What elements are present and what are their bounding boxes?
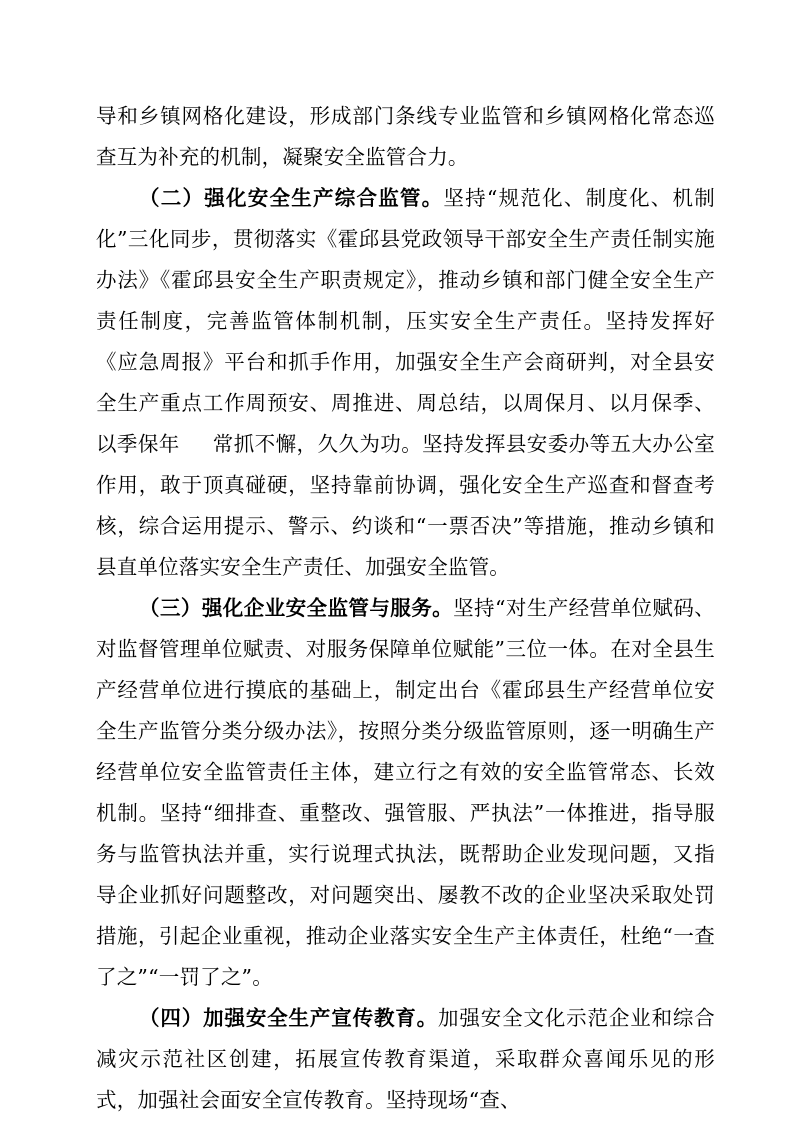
paragraph-text-run: 坚持“对生产经营单位赋码、对监督管理单位赋责、对服务保障单位赋能”三位一体。在对全县生产经营单位进行摸底的基础上，制定出台《霍邱县生产经营单位安全生产监管分类分级办法》，按照分类分级监管原则，逐一明确生产经营单位安全监管责任主体，建立行之有效的安全监管常态、长效机制。坚持“细排查、重整改、强管服、严执法”一体推进，指导服务与监管执法并重，实行说理式执法，既帮助企业发现问题，又指导企业抓好问题整改，对问题突出、屡教不改的企业坚决采取处罚措施，引起企业重视，推动企业落实安全生产主体责任，杜绝“一查了之”“一罚了之”。: [96, 596, 715, 989]
document-body: [96, 96, 715, 1121]
paragraph: [96, 998, 715, 1121]
paragraph: [96, 178, 715, 588]
paragraph-text-run: 坚持“规范化、制度化、机制化”三化同步，贯彻落实《霍邱县党政领导干部安全生产责任制实施办法》《霍邱县安全生产职责规定》，推动乡镇和部门健全安全生产责任制度，完善监管体制机制，压实安全生产责任。坚持发挥好《应急周报》平台和抓手作用，加强安全生产会商研判，对全县安全生产重点工作周预安、周推进、周总结，以周保月、以月保季、以季保年: [96, 186, 715, 456]
paragraph-text-run: 导和乡镇网格化建设，形成部门条线专业监管和乡镇网格化常态巡查互为补充的机制，凝聚安全监管合力。: [96, 104, 715, 169]
paragraph-heading-run: （三）强化企业安全监管与服务。: [139, 596, 454, 620]
paragraph: [96, 96, 715, 178]
paragraph-text-run: 常抓不懈，久久为功。坚持发挥县安委办等五大办公室作用，敢于顶真碰硬，坚持靠前协调，强化安全生产巡查和督查考核，综合运用提示、警示、约谈和“一票否决”等措施，推动乡镇和县直单位落实安全生产责任、加强安全监管。: [96, 432, 715, 579]
paragraph-heading-run: （二）强化安全生产综合监管。: [139, 186, 444, 210]
paragraph-text-run: 加强安全文化示范企业和综合减灾示范社区创建，拓展宣传教育渠道，采取群众喜闻乐见的形式，加强社会面安全宣传教育。坚持现场“查、: [96, 1006, 715, 1112]
paragraph: [96, 588, 715, 998]
paragraph-heading-run: （四）加强安全生产宣传教育。: [139, 1006, 439, 1030]
